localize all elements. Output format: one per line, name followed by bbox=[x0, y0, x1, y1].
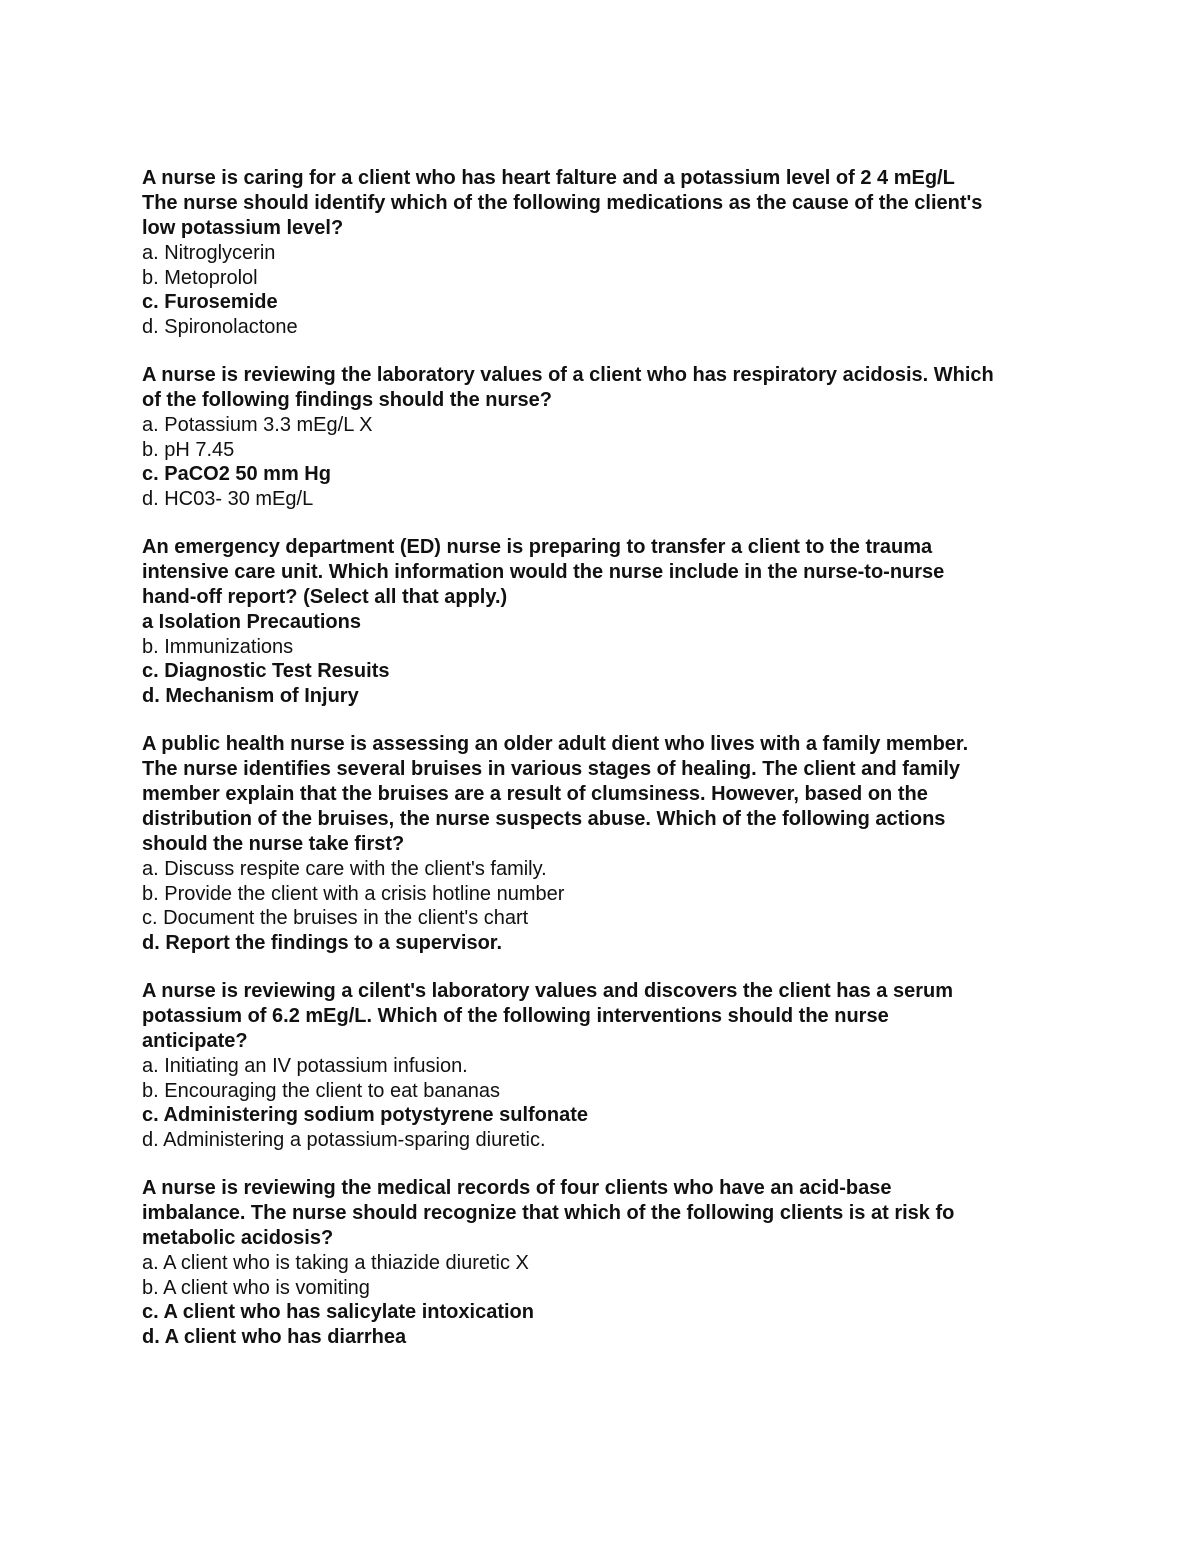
question-stem-line: imbalance. The nurse should recognize that which of the following clients is at risk fo bbox=[142, 1202, 955, 1224]
answer-option: a. A client who is taking a thiazide diuretic X bbox=[142, 1252, 529, 1274]
question-stem-line: A nurse is reviewing the medical records of four clients who have an acid-base bbox=[142, 1177, 892, 1199]
question-2 bbox=[142, 363, 1072, 511]
answer-option: b. Provide the client with a crisis hotline number bbox=[142, 882, 565, 905]
answer-option: a. Discuss respite care with the client's family. bbox=[142, 858, 547, 880]
answer-option: d. Administering a potassium-sparing diuretic. bbox=[142, 1128, 546, 1151]
question-stem-line: metabolic acidosis? bbox=[142, 1227, 334, 1249]
question-stem-line: should the nurse take first? bbox=[142, 833, 405, 855]
question-stem-line: member explain that the bruises are a result of clumsiness. However, based on the bbox=[142, 783, 928, 805]
question-stem-line: hand-off report? (Select all that apply.) bbox=[142, 586, 508, 608]
answer-option: a. Nitroglycerin bbox=[142, 242, 276, 264]
question-stem-line: The nurse should identify which of the following medications as the cause of the client's bbox=[142, 192, 983, 214]
question-stem-line: A public health nurse is assessing an older adult dient who lives with a family member. bbox=[142, 733, 969, 755]
answer-option: d. Spironolactone bbox=[142, 315, 298, 338]
answer-option: b. Immunizations bbox=[142, 635, 294, 658]
answer-option: c. Furosemide bbox=[142, 291, 278, 313]
question-list bbox=[142, 166, 1072, 1373]
question-1 bbox=[142, 166, 1072, 339]
answer-option: c. Diagnostic Test Resuits bbox=[142, 660, 390, 682]
answer-option: b. A client who is vomiting bbox=[142, 1276, 370, 1299]
question-3 bbox=[142, 535, 1072, 708]
answer-option: a. Potassium 3.3 mEg/L X bbox=[142, 414, 373, 436]
answer-option: a. Initiating an IV potassium infusion. bbox=[142, 1055, 468, 1077]
answer-option: c. Document the bruises in the client's chart bbox=[142, 907, 529, 929]
answer-option: d. A client who has diarrhea bbox=[142, 1325, 407, 1348]
question-stem-line: An emergency department (ED) nurse is preparing to transfer a client to the trauma bbox=[142, 536, 933, 558]
question-stem-line: The nurse identifies several bruises in various stages of healing. The client and family bbox=[142, 758, 961, 780]
answer-option: d. Report the findings to a supervisor. bbox=[142, 931, 503, 954]
question-stem-line: intensive care unit. Which information would the nurse include in the nurse-to-nurse bbox=[142, 561, 945, 583]
answer-option: a Isolation Precautions bbox=[142, 611, 361, 633]
answer-option: c. Administering sodium potystyrene sulfonate bbox=[142, 1104, 588, 1126]
question-stem-line: of the following findings should the nurse? bbox=[142, 389, 552, 411]
question-stem-line: anticipate? bbox=[142, 1030, 248, 1052]
answer-option: c. PaCO2 50 mm Hg bbox=[142, 463, 331, 485]
question-stem-line: A nurse is reviewing the laboratory values of a client who has respiratory acidosis. Which bbox=[142, 364, 994, 386]
question-stem-line: A nurse is reviewing a cilent's laboratory values and discovers the client has a serum bbox=[142, 980, 953, 1002]
answer-option: d. Mechanism of Injury bbox=[142, 684, 359, 707]
answer-option: b. Metoprolol bbox=[142, 266, 258, 289]
question-5 bbox=[142, 979, 1072, 1152]
answer-option: b. Encouraging the client to eat bananas bbox=[142, 1079, 501, 1102]
question-6 bbox=[142, 1176, 1072, 1349]
answer-option: c. A client who has salicylate intoxication bbox=[142, 1301, 534, 1323]
question-4 bbox=[142, 732, 1072, 955]
question-stem-line: low potassium level? bbox=[142, 217, 344, 239]
question-stem-line: potassium of 6.2 mEg/L. Which of the following interventions should the nurse bbox=[142, 1005, 889, 1027]
question-stem-line: distribution of the bruises, the nurse suspects abuse. Which of the following actions bbox=[142, 808, 946, 830]
answer-option: d. HC03- 30 mEg/L bbox=[142, 487, 314, 510]
question-stem-line: A nurse is caring for a client who has heart falture and a potassium level of 2 4 mEg/L bbox=[142, 167, 955, 189]
answer-option: b. pH 7.45 bbox=[142, 438, 235, 461]
